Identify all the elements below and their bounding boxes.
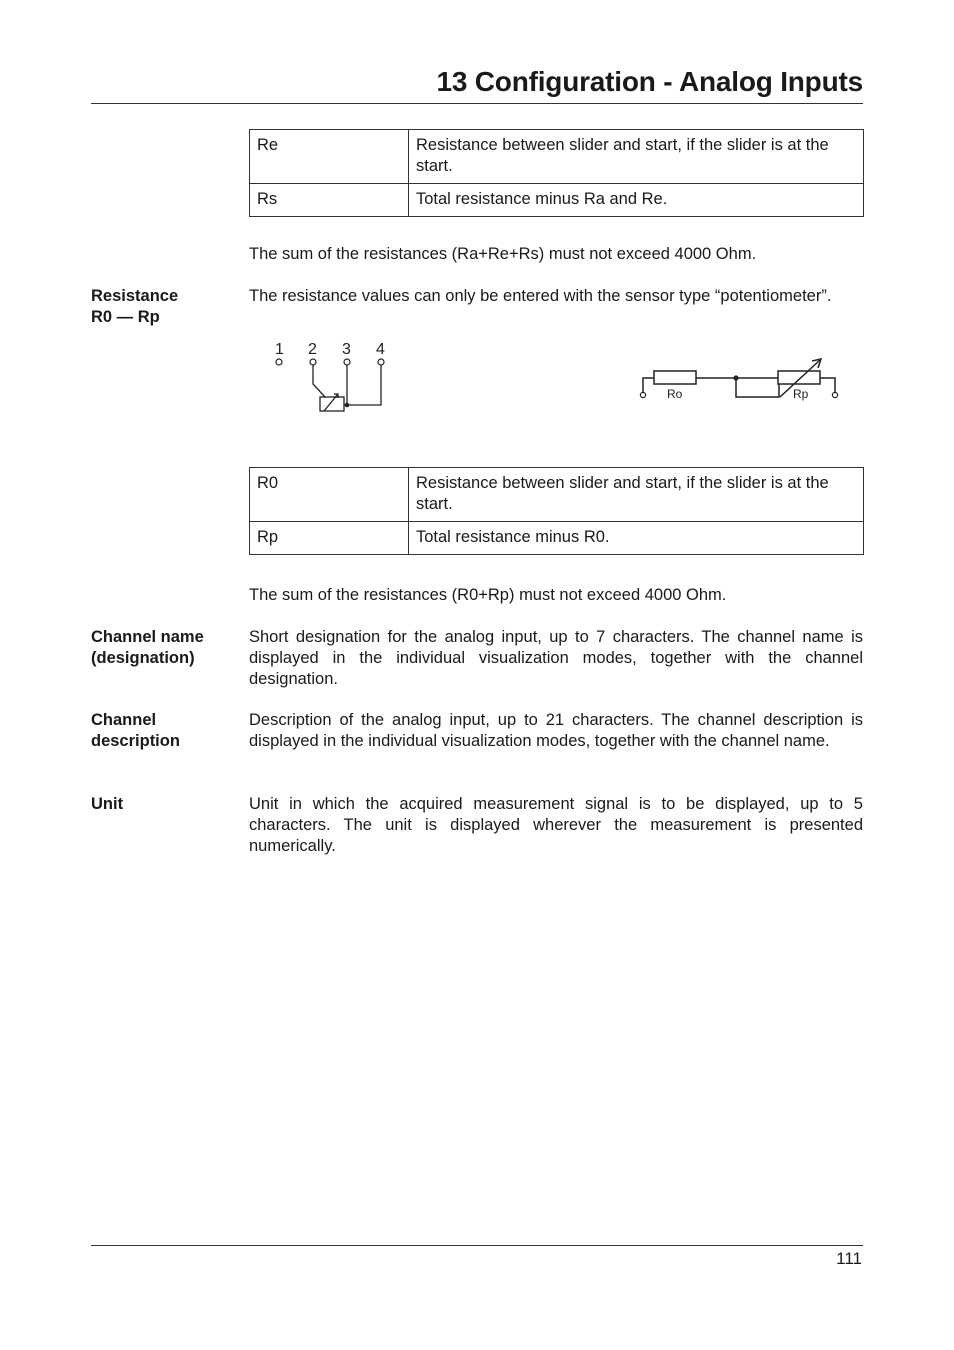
terminal-1 (276, 359, 282, 365)
sum-note-1: The sum of the resistances (Ra+Re+Rs) must not exceed 4000 Ohm. (249, 245, 757, 263)
pin-label: 3 (342, 341, 351, 358)
term-resistance (91, 286, 241, 328)
resistor-label-r0: Ro (667, 387, 683, 401)
term-line: Channel (91, 711, 157, 729)
junction-dot (733, 375, 738, 380)
unit-description: Unit in which the acquired measurement signal is to be displayed, up to 5 characters. The unit is displayed wherever the measurement is presented numerically. (249, 795, 863, 855)
page-title: 13 Configuration - Analog Inputs (436, 66, 863, 97)
table-cell-term: Re (250, 130, 409, 184)
table-cell-term: Rp (250, 522, 409, 555)
pin-label: 2 (308, 341, 317, 358)
page-number: 111 (836, 1249, 862, 1268)
footer-divider (91, 1245, 863, 1246)
resistor-label-rp: Rp (793, 387, 809, 401)
term-line: R0 — Rp (91, 308, 160, 326)
term-unit: Unit (91, 795, 124, 813)
sum-note-2: The sum of the resistances (R0+Rp) must not exceed 4000 Ohm. (249, 586, 727, 604)
resistance-table-1 (249, 129, 864, 217)
header-divider (91, 103, 863, 104)
table-cell-term: R0 (250, 468, 409, 522)
term-line: description (91, 732, 180, 750)
resistance-table-2 (249, 467, 864, 555)
potentiometer-connection-diagram (268, 336, 398, 426)
channel-name-description: Short designation for the analog input, up to 7 characters. The channel name is displayed in the individual visualization modes, together with the channel designation. (249, 628, 863, 688)
table-cell-term: Rs (250, 184, 409, 217)
table-cell-description: Total resistance minus Ra and Re. (409, 184, 864, 217)
terminal-right (832, 392, 837, 397)
resistor-r0 (654, 371, 696, 384)
terminal-left (640, 392, 645, 397)
r0-rp-circuit-diagram (636, 355, 846, 405)
resistor-rp (778, 371, 820, 384)
pin-label: 1 (275, 341, 284, 358)
term-line: Resistance (91, 287, 179, 305)
table-row (250, 522, 864, 555)
table-cell-description: Resistance between slider and start, if the slider is at the start. (409, 130, 864, 184)
term-channel-description (91, 710, 241, 752)
junction-dot (345, 403, 350, 408)
table-cell-description: Resistance between slider and start, if the slider is at the start. (409, 468, 864, 522)
table-row (250, 130, 864, 184)
terminal-4 (378, 359, 384, 365)
pin-label: 4 (376, 341, 385, 358)
term-line: (designation) (91, 649, 195, 667)
terminal-2 (310, 359, 316, 365)
potentiometer-symbol (320, 397, 344, 411)
term-channel-name (91, 627, 241, 669)
terminal-3 (344, 359, 350, 365)
table-row (250, 468, 864, 522)
resistance-description: The resistance values can only be entered with the sensor type “potentiometer”. (249, 287, 832, 305)
term-line: Channel name (91, 628, 204, 646)
channel-description-text: Description of the analog input, up to 21 characters. The channel description is displayed in the individual visualization modes, together with the channel name. (249, 711, 863, 750)
table-row (250, 184, 864, 217)
table-cell-description: Total resistance minus R0. (409, 522, 864, 555)
